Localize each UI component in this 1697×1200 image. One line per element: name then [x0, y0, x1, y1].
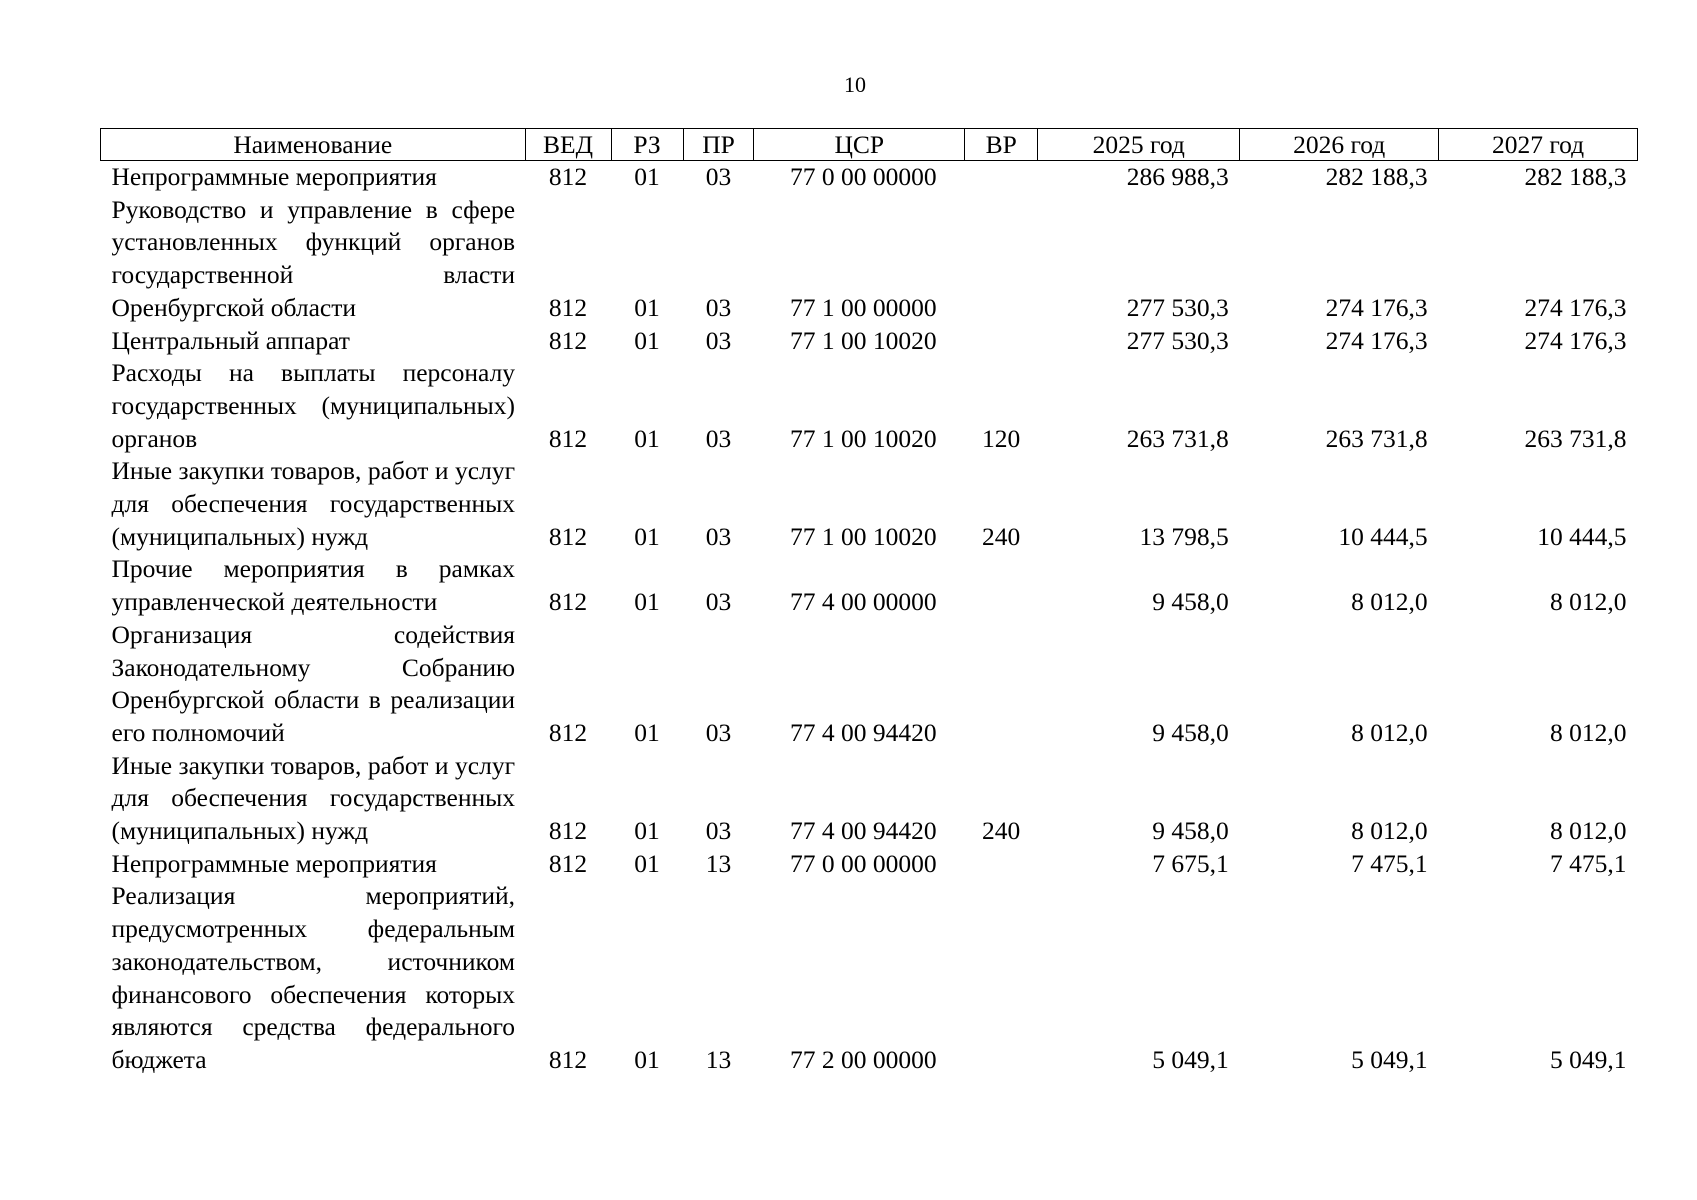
- row-pr: 03: [705, 816, 732, 846]
- row-2025: 263 731,8: [1126, 423, 1229, 453]
- row-name: Расходы на выплаты персоналу государственных (муниципальных) органов: [111, 358, 516, 453]
- row-name: Непрограммные мероприятия: [111, 162, 437, 191]
- row-pr: 03: [705, 325, 732, 355]
- row-2027: 10 444,5: [1537, 521, 1627, 551]
- row-csr: 77 4 00 94420: [789, 816, 937, 846]
- row-rz: 01: [634, 521, 660, 551]
- header-2026: 2026 год: [1240, 129, 1439, 161]
- header-pr: ПР: [683, 129, 754, 161]
- row-vr: 120: [982, 423, 1021, 453]
- row-pr: 03: [705, 423, 732, 453]
- row-vr: [965, 194, 1038, 325]
- row-vr: [965, 553, 1038, 618]
- row-2027: 8 012,0: [1550, 717, 1627, 747]
- row-2027: 8 012,0: [1550, 587, 1627, 617]
- row-ved: 812: [548, 292, 588, 322]
- row-pr: 03: [705, 587, 732, 617]
- row-2026: 5 049,1: [1351, 1044, 1428, 1074]
- row-2026: 8 012,0: [1351, 587, 1428, 617]
- row-rz: 01: [634, 325, 660, 355]
- row-2025: 9 458,0: [1152, 816, 1229, 846]
- row-2027: 5 049,1: [1550, 1044, 1627, 1074]
- row-2025: 277 530,3: [1126, 325, 1229, 355]
- row-pr: 03: [705, 521, 732, 551]
- header-vr: ВР: [965, 129, 1038, 161]
- row-ved: 812: [548, 587, 588, 617]
- row-2026: 274 176,3: [1325, 325, 1428, 355]
- row-rz: 01: [634, 717, 660, 747]
- row-2026: 7 475,1: [1351, 848, 1428, 878]
- row-pr: 03: [705, 162, 732, 191]
- row-2025: 5 049,1: [1152, 1044, 1229, 1074]
- row-rz: 01: [634, 816, 660, 846]
- row-name: Реализация мероприятий, предусмотренных федеральным законодательством, источником финансового обеспечения которых являются средства федерального бюджета: [111, 881, 516, 1074]
- row-vr: 240: [982, 521, 1021, 551]
- row-vr: 240: [982, 816, 1021, 846]
- row-2025: 13 798,5: [1139, 521, 1229, 551]
- row-rz: 01: [634, 423, 660, 453]
- row-2027: 8 012,0: [1550, 816, 1627, 846]
- row-ved: 812: [548, 717, 588, 747]
- row-ved: 812: [548, 816, 588, 846]
- row-ved: 812: [548, 1044, 588, 1074]
- row-rz: 01: [634, 162, 660, 191]
- row-name: Центральный аппарат: [111, 325, 350, 355]
- row-csr: 77 4 00 94420: [789, 717, 937, 747]
- table-row: [101, 848, 1638, 881]
- row-pr: 13: [705, 848, 732, 878]
- header-2025: 2025 год: [1038, 129, 1240, 161]
- header-csr: ЦСР: [754, 129, 965, 161]
- row-2027: 263 731,8: [1524, 423, 1627, 453]
- table-row: [101, 880, 1638, 1076]
- header-rz: РЗ: [611, 129, 683, 161]
- row-ved: 812: [548, 325, 588, 355]
- row-csr: 77 4 00 00000: [789, 587, 937, 617]
- row-csr: 77 1 00 10020: [789, 521, 937, 551]
- budget-table: [100, 128, 1638, 1077]
- header-name: Наименование: [101, 129, 526, 161]
- row-ved: 812: [548, 521, 588, 551]
- row-pr: 03: [705, 292, 732, 322]
- row-name: Руководство и управление в сфере установленных функций органов государственной власти Оренбургской области: [111, 194, 516, 322]
- row-csr: 77 2 00 00000: [789, 1044, 937, 1074]
- row-csr: 77 1 00 00000: [789, 292, 937, 322]
- row-ved: 812: [548, 423, 588, 453]
- table-row: [101, 553, 1638, 618]
- row-rz: 01: [634, 848, 660, 878]
- table-row: [101, 194, 1638, 325]
- row-2026: 282 188,3: [1325, 162, 1428, 191]
- row-name: Прочие мероприятия в рамках управленческой деятельности: [111, 554, 516, 617]
- row-2026: 274 176,3: [1325, 292, 1428, 322]
- row-vr: [965, 325, 1038, 358]
- row-rz: 01: [634, 292, 660, 322]
- row-2026: 8 012,0: [1351, 816, 1428, 846]
- row-2027: 7 475,1: [1550, 848, 1627, 878]
- row-vr: [965, 161, 1038, 194]
- row-2025: 9 458,0: [1152, 587, 1229, 617]
- row-csr: 77 0 00 00000: [789, 162, 937, 191]
- row-2027: 282 188,3: [1524, 162, 1627, 191]
- row-2026: 263 731,8: [1325, 423, 1428, 453]
- row-vr: [965, 619, 1038, 750]
- row-ved: 812: [548, 162, 588, 191]
- table-header-row: [101, 129, 1638, 161]
- row-2025: 9 458,0: [1152, 717, 1229, 747]
- row-pr: 13: [705, 1044, 732, 1074]
- row-2027: 274 176,3: [1524, 292, 1627, 322]
- row-vr: [965, 848, 1038, 881]
- row-2026: 10 444,5: [1338, 521, 1428, 551]
- row-name: Непрограммные мероприятия: [111, 848, 437, 878]
- page-number: 10: [844, 72, 866, 97]
- row-rz: 01: [634, 587, 660, 617]
- row-ved: 812: [548, 848, 588, 878]
- row-csr: 77 1 00 10020: [789, 325, 937, 355]
- table-row: [101, 357, 1638, 455]
- header-ved: ВЕД: [525, 129, 611, 161]
- table-row: [101, 750, 1638, 848]
- table-row: [101, 455, 1638, 553]
- row-2025: 286 988,3: [1126, 162, 1229, 191]
- row-name: Иные закупки товаров, работ и услуг для обеспечения государственных (муниципальных) нужд: [111, 750, 516, 846]
- row-2025: 7 675,1: [1152, 848, 1229, 878]
- row-vr: [965, 880, 1038, 1076]
- table-row: [101, 325, 1638, 358]
- row-csr: 77 1 00 10020: [789, 423, 937, 453]
- row-csr: 77 0 00 00000: [789, 848, 937, 878]
- table-row: [101, 161, 1638, 194]
- header-2027: 2027 год: [1439, 129, 1638, 161]
- row-name: Организация содействия Законодательному Собранию Оренбургской области в реализации его полномочий: [111, 619, 516, 747]
- row-2026: 8 012,0: [1351, 717, 1428, 747]
- row-2027: 274 176,3: [1524, 325, 1627, 355]
- row-pr: 03: [705, 717, 732, 747]
- row-rz: 01: [634, 1044, 660, 1074]
- row-2025: 277 530,3: [1126, 292, 1229, 322]
- row-name: Иные закупки товаров, работ и услуг для обеспечения государственных (муниципальных) нужд: [111, 456, 516, 551]
- table-row: [101, 619, 1638, 750]
